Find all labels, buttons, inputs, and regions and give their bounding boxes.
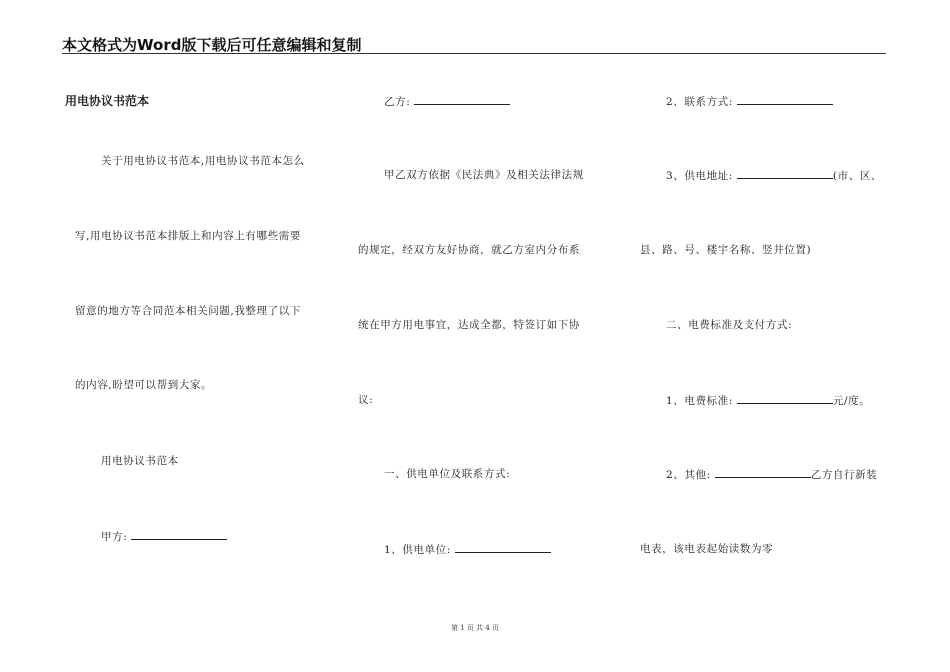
fee-standard-label: 1、电费标准: [666, 395, 733, 407]
party-a-blank[interactable] [131, 529, 227, 540]
preamble-line-4: 议: [358, 394, 374, 406]
supply-unit-blank[interactable] [455, 542, 551, 553]
fee-other-label: 2、其他: [666, 469, 711, 481]
party-a-label: 甲方: [101, 531, 128, 543]
contact-blank[interactable] [737, 94, 833, 105]
intro-line-1: 关于用电协议书范本,用电协议书范本怎么 [101, 155, 305, 167]
intro-line-4: 的内容,盼望可以帮到大家。 [75, 379, 213, 391]
section-2-heading: 二、电费标准及支付方式: [666, 319, 793, 331]
intro-line-3: 留意的地方等合同范本相关问题,我整理了以下 [75, 305, 301, 317]
page-number: 第 1 页 共 4 页 [450, 624, 500, 632]
fee-other-blank[interactable] [715, 467, 811, 478]
party-a-line [101, 529, 227, 544]
column-left [75, 0, 325, 672]
supply-address-blank[interactable] [737, 168, 833, 179]
preamble-line-1: 甲乙双方依据《民法典》及相关法律法规 [384, 169, 584, 181]
fee-standard-line [666, 393, 870, 408]
intro-line-2: 写,用电协议书范本排版上和内容上有哪些需要 [75, 230, 301, 242]
supply-address-continuation: 县、路、号、楼宇名称、竖井位置) [640, 244, 812, 256]
fee-other-line [666, 467, 877, 482]
contract-subtitle: 用电协议书范本 [101, 455, 179, 467]
party-b-line [384, 94, 510, 109]
supply-address-suffix: (市、区、 [832, 170, 883, 182]
fee-other-suffix: 乙方自行新装 [810, 469, 878, 481]
party-b-label: 乙方: [384, 96, 411, 108]
section-1-heading: 一、供电单位及联系方式: [384, 468, 511, 480]
contact-line [666, 94, 833, 109]
supply-unit-label: 1、供电单位: [384, 544, 451, 556]
supply-address-label: 3、供电地址: [666, 170, 733, 182]
fee-standard-blank[interactable] [737, 393, 833, 404]
document-header-title: 本文格式为Word版下载后可任意编辑和复制 [62, 36, 362, 54]
supply-address-line [666, 168, 882, 183]
preamble-line-3: 统在甲方用电事宜，达成全都，特签订如下协 [358, 319, 580, 331]
fee-other-continuation: 电表，该电表起始读数为零 [640, 543, 774, 555]
document-title: 用电协议书范本 [65, 94, 150, 108]
supply-unit-line [384, 542, 551, 557]
party-b-blank[interactable] [414, 94, 510, 105]
preamble-line-2: 的规定，经双方友好协商，就乙方室内分布系 [358, 244, 580, 256]
fee-standard-unit: 元/度。 [832, 395, 871, 407]
column-right [640, 0, 890, 672]
column-middle [358, 0, 608, 672]
contact-label: 2、联系方式: [666, 96, 733, 108]
